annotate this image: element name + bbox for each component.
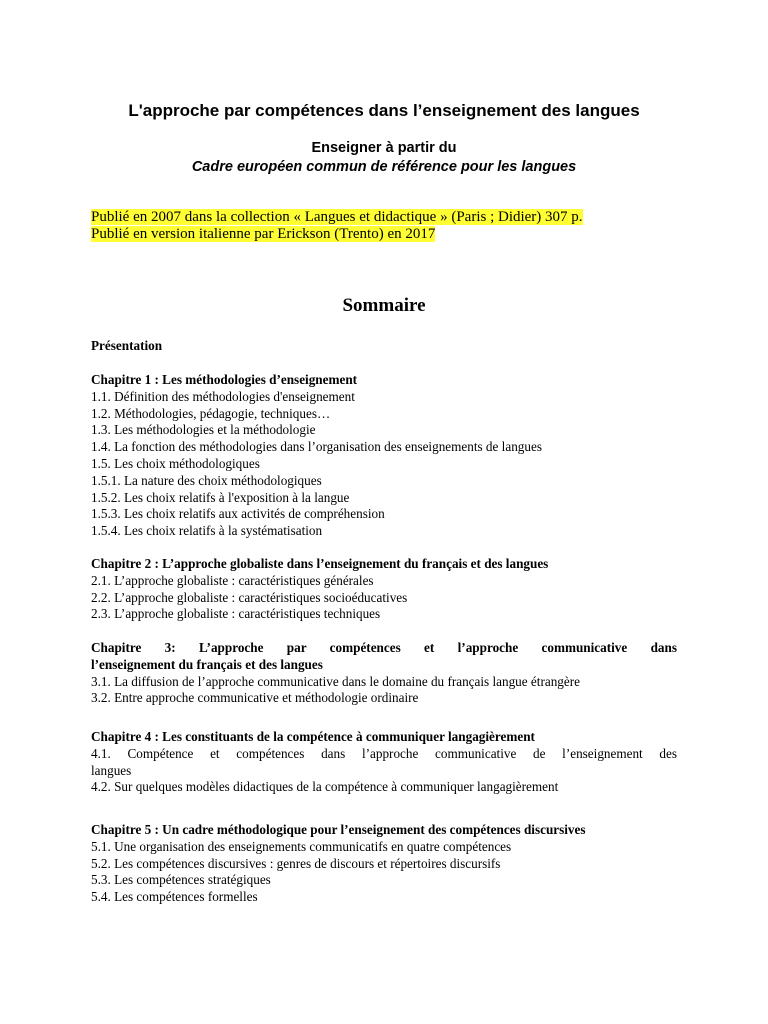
toc-item: 1.5. Les choix méthodologiques	[91, 455, 260, 471]
toc-chapter-4	[91, 729, 677, 796]
chapter-heading-line-1: Chapitre 3: L’approche par compétences et l’approche communicative dans	[91, 640, 677, 655]
toc-item: 1.1. Définition des méthodologies d'enseignement	[91, 388, 355, 404]
toc-item: 1.5.3. Les choix relatifs aux activités de compréhension	[91, 506, 385, 522]
toc-item: 1.5.4. Les choix relatifs à la systématisation	[91, 523, 323, 539]
toc-item: 1.2. Méthodologies, pédagogie, techniques…	[91, 405, 331, 421]
toc-item: 1.3. Les méthodologies et la méthodologie	[91, 422, 316, 438]
toc-item-line-1: 4.1. Compétence et compétences dans l’approche communicative de l’enseignement des	[91, 745, 677, 761]
chapter-heading: Chapitre 2 : L’approche globaliste dans l’enseignement du français et des langues	[91, 556, 549, 571]
publication-line-2-text: Publié en version italienne par Erickson (Trento) en 2017	[91, 226, 436, 242]
publication-line-1	[91, 209, 583, 226]
toc-chapter-3	[91, 640, 677, 707]
toc-item: 1.5.1. La nature des choix méthodologiques	[91, 472, 322, 488]
presentation-heading: Présentation	[91, 338, 163, 353]
document-title: L'approche par compétences dans l’enseignement des langues	[128, 101, 640, 120]
toc-item: 2.2. L’approche globaliste : caractéristiques socioéducatives	[91, 589, 408, 605]
chapter-heading: Chapitre 4 : Les constituants de la compétence à communiquer langagièrement	[91, 729, 535, 744]
publication-line-2	[91, 226, 435, 243]
toc-item: 5.2. Les compétences discursives : genres de discours et répertoires discursifs	[91, 855, 501, 871]
chapter-heading-line-2: l’enseignement du français et des langues	[91, 656, 323, 672]
toc-item: 4.2. Sur quelques modèles didactiques de la compétence à communiquer langagièrement	[91, 779, 559, 795]
toc-item: 2.3. L’approche globaliste : caractéristiques techniques	[91, 606, 381, 622]
toc-item: 5.1. Une organisation des enseignements communicatifs en quatre compétences	[91, 838, 512, 854]
sommaire-heading: Sommaire	[342, 295, 426, 316]
toc-item: 3.2. Entre approche communicative et méthodologie ordinaire	[91, 690, 419, 706]
toc-chapter-1	[91, 372, 677, 540]
toc-item-line-2: langues	[91, 762, 132, 778]
chapter-heading: Chapitre 1 : Les méthodologies d’enseignement	[91, 372, 358, 387]
toc-presentation	[91, 338, 677, 355]
toc-item: 5.3. Les compétences stratégiques	[91, 872, 271, 888]
toc-chapter-5	[91, 822, 677, 906]
toc-item: 3.1. La diffusion de l’approche communicative dans le domaine du français langue étrangère	[91, 673, 580, 689]
publication-line-1-text: Publié en 2007 dans la collection « Langues et didactique » (Paris ; Didier) 307 p.	[91, 209, 583, 225]
toc-item: 2.1. L’approche globaliste : caractéristiques générales	[91, 572, 374, 588]
toc-item: 5.4. Les compétences formelles	[91, 889, 258, 905]
subtitle-line-1: Enseigner à partir du	[311, 140, 457, 156]
chapter-heading: Chapitre 5 : Un cadre méthodologique pour l’enseignement des compétences discursives	[91, 822, 586, 837]
subtitle-line-2: Cadre européen commun de référence pour les langues	[191, 159, 577, 175]
toc-item: 1.5.2. Les choix relatifs à l'exposition à la langue	[91, 489, 350, 505]
toc-chapter-2	[91, 556, 677, 623]
toc-item: 1.4. La fonction des méthodologies dans l’organisation des enseignements de langues	[91, 439, 542, 455]
